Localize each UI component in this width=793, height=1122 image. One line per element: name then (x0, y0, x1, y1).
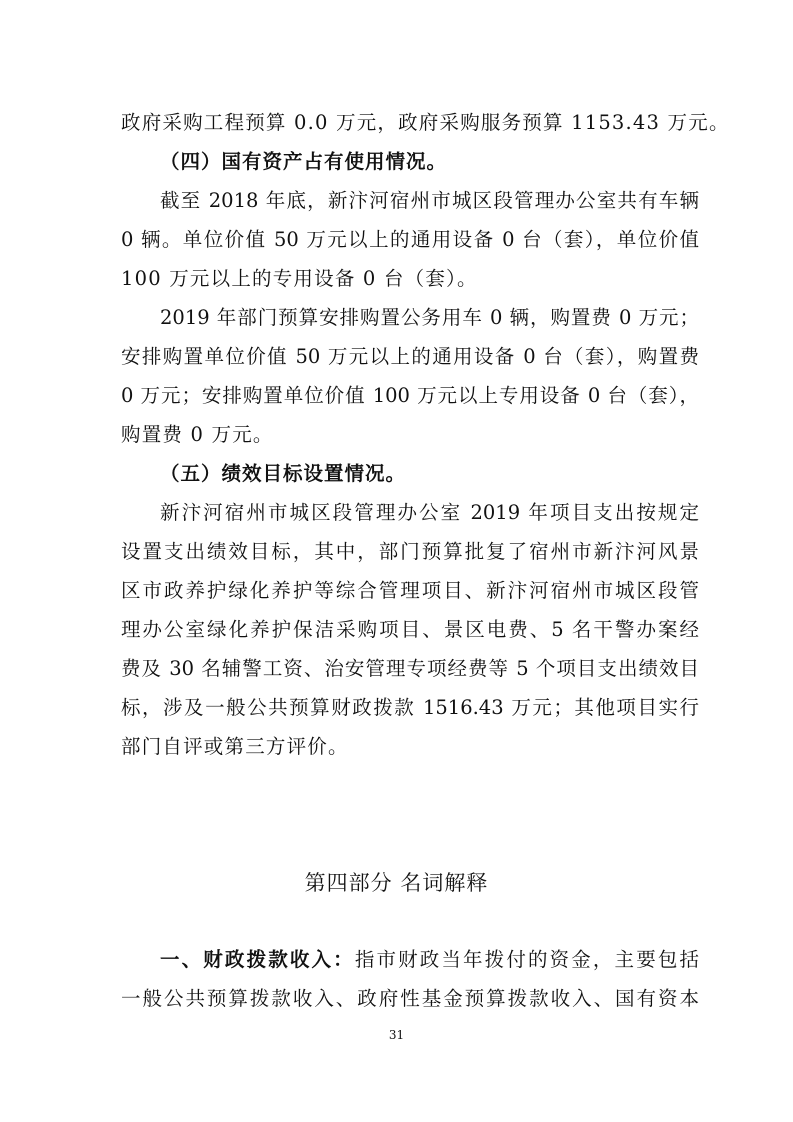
part-title: 第四部分 名词解释 (304, 871, 489, 895)
section-heading-4: （四）国有资产占有使用情况。 (160, 150, 448, 173)
body-line: 设置支出绩效目标，其中，部门预算批复了宿州市新汴河风景 (121, 540, 699, 563)
body-line: 2019 年部门预算安排购置公务用车 0 辆，购置费 0 万元； (160, 306, 699, 329)
body-line: 0 辆。单位价值 50 万元以上的通用设备 0 台（套），单位价值 (121, 228, 699, 251)
definition-term: 一、财政拨款收入： (160, 948, 355, 971)
body-line: 100 万元以上的专用设备 0 台（套）。 (121, 267, 478, 290)
body-line: 安排购置单位价值 50 万元以上的通用设备 0 台（套），购置费 (121, 345, 699, 368)
body-line: 部门自评或第三方评价。 (121, 735, 349, 758)
body-line: 标，涉及一般公共预算财政拨款 1516.43 万元；其他项目实行 (121, 696, 699, 719)
body-line: 截至 2018 年底，新汴河宿州市城区段管理办公室共有车辆 (160, 189, 699, 212)
definition-text: 指市财政当年拨付的资金，主要包括 (354, 948, 699, 971)
body-line: 理办公室绿化养护保洁采购项目、景区电费、5 名干警办案经 (121, 618, 699, 641)
body-line: 0 万元；安排购置单位价值 100 万元以上专用设备 0 台（套）， (121, 384, 699, 407)
body-line: 购置费 0 万元。 (121, 423, 274, 446)
body-line: 区市政养护绿化养护等综合管理项目、新汴河宿州市城区段管 (121, 579, 699, 602)
definition-line (160, 946, 699, 974)
body-line: 一般公共预算拨款收入、政府性基金预算拨款收入、国有资本 (121, 987, 699, 1010)
section-heading-5: （五）绩效目标设置情况。 (160, 462, 407, 485)
body-line: 政府采购工程预算 0.0 万元，政府采购服务预算 1153.43 万元。 (121, 111, 730, 134)
body-line: 费及 30 名辅警工资、治安管理专项经费等 5 个项目支出绩效目 (121, 657, 699, 680)
body-line: 新汴河宿州市城区段管理办公室 2019 年项目支出按规定 (160, 501, 699, 524)
page-number: 31 (388, 1028, 405, 1042)
